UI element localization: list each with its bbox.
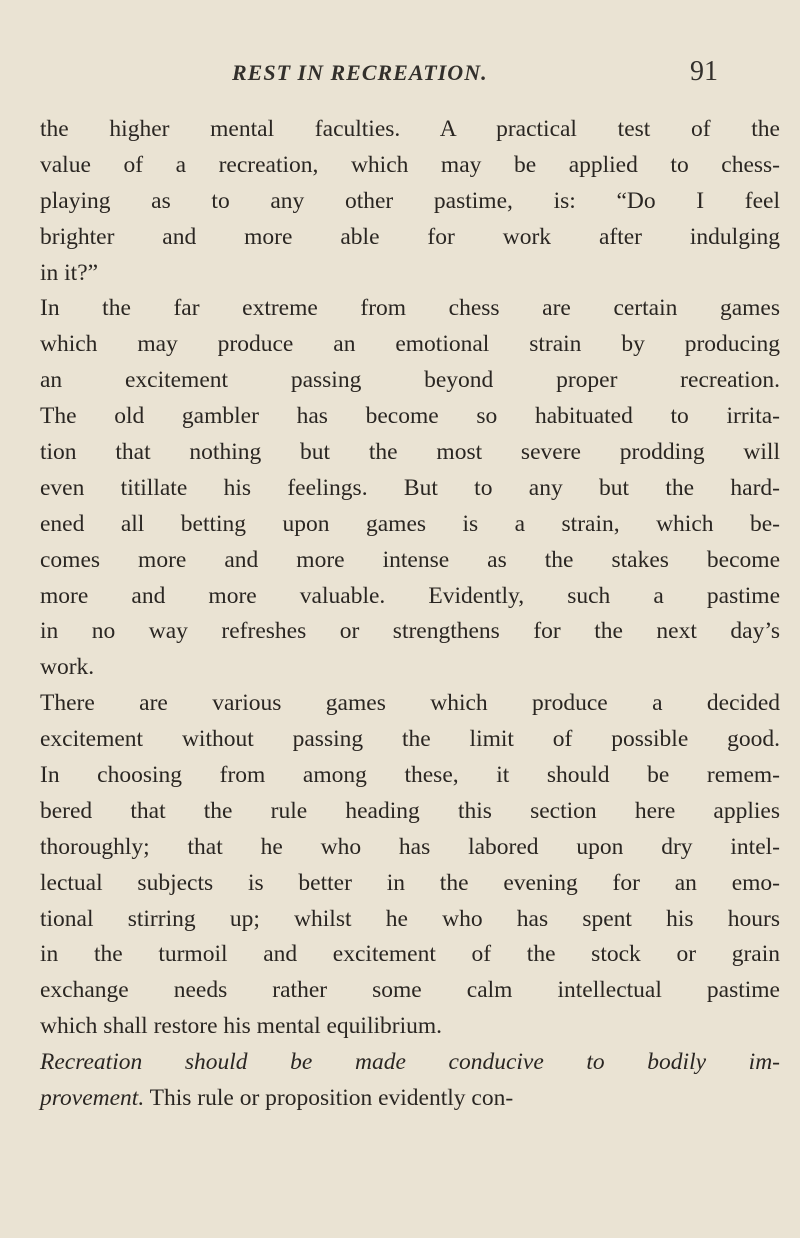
text-line: in it?”	[40, 259, 99, 286]
text-line: tional stirring up; whilst he who has spent his hours	[40, 905, 780, 932]
text-line: excitement without passing the limit of possible good.	[40, 726, 780, 753]
text-line: tion that nothing but the most severe prodding will	[40, 439, 780, 466]
text-line: the higher mental faculties. A practical test of the	[40, 116, 780, 142]
body-text	[40, 112, 780, 1117]
text-line: brighter and more able for work after indulging	[40, 223, 780, 250]
text-line: more and more valuable. Evidently, such a pastime	[40, 582, 780, 609]
text-line: which shall restore his mental equilibrium.	[40, 1013, 443, 1040]
text-line: comes more and more intense as the stakes become	[40, 546, 780, 573]
page-header	[0, 56, 800, 94]
text-line: value of a recreation, which may be applied to chess-	[40, 151, 780, 178]
text-line	[40, 1081, 780, 1117]
text-line: lectual subjects is better in the evening for an emo-	[40, 869, 780, 896]
text-line: which may produce an emotional strain by producing	[40, 331, 780, 358]
running-title: REST IN RECREATION.	[232, 60, 488, 85]
italic-rule-heading-end: provement.	[40, 1085, 145, 1112]
text-line: ened all betting upon games is a strain, which be-	[40, 510, 780, 537]
text-line: In the far extreme from chess are certain games	[40, 295, 780, 322]
text-line: There are various games which produce a decided	[40, 690, 780, 717]
text-line: thoroughly; that he who has labored upon dry intel-	[40, 833, 780, 860]
text-line: exchange needs rather some calm intellectual pastime	[40, 977, 780, 1004]
page-number: 91	[690, 56, 718, 87]
text-line: In choosing from among these, it should be remem-	[40, 762, 780, 789]
text-continuation: This rule or proposition evidently con-	[144, 1085, 514, 1112]
text-line: The old gambler has become so habituated to irrita-	[40, 403, 780, 430]
text-line: even titillate his feelings. But to any but the hard-	[40, 474, 780, 501]
text-line: an excitement passing beyond proper recreation.	[40, 367, 780, 394]
italic-rule-heading: Recreation should be made conducive to bodily im-	[40, 1049, 780, 1076]
text-line: in no way refreshes or strengthens for the next day’s	[40, 618, 780, 645]
text-line: bered that the rule heading this section here applies	[40, 797, 780, 824]
text-line: in the turmoil and excitement of the stock or grain	[40, 941, 780, 968]
text-line: work.	[40, 654, 95, 681]
text-line: playing as to any other pastime, is: “Do I feel	[40, 187, 780, 214]
